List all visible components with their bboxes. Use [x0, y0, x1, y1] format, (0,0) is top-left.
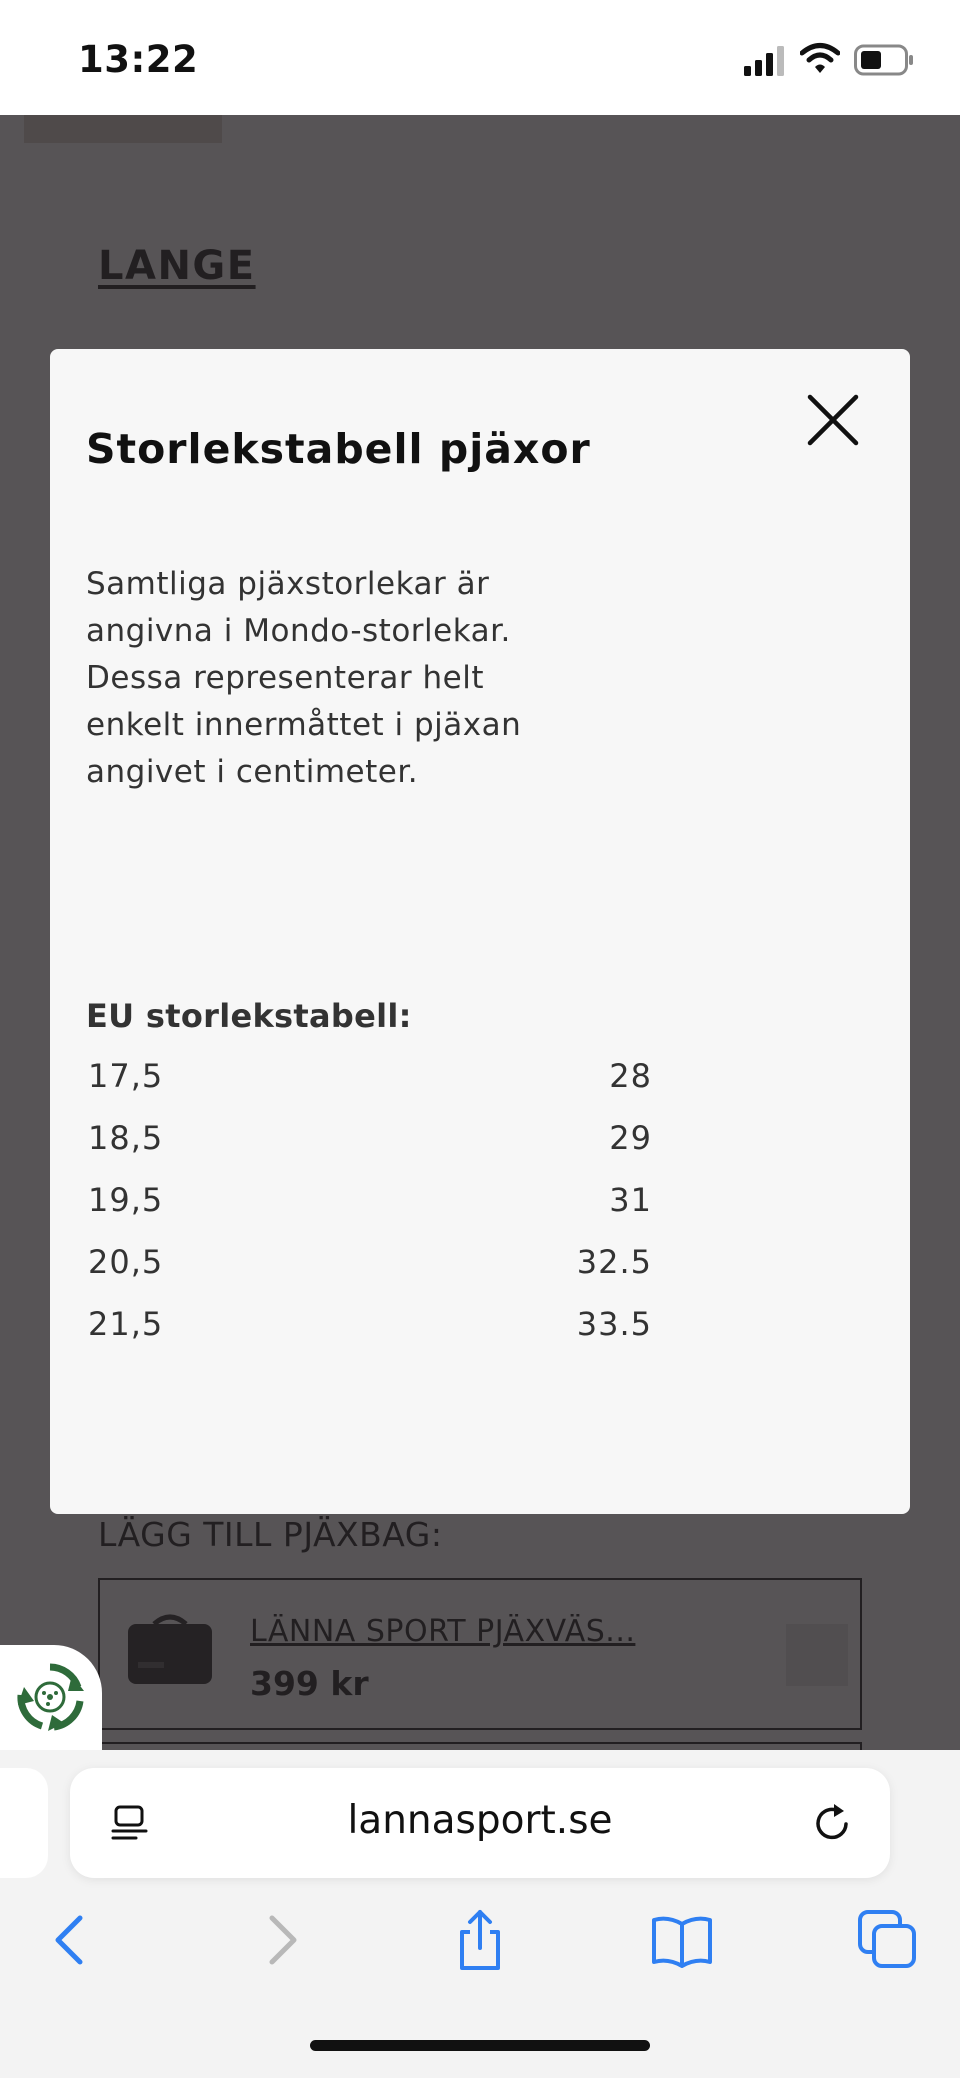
mondo-size: 19,5 [88, 1181, 164, 1219]
close-icon[interactable] [802, 389, 864, 451]
eu-size: 28 [609, 1057, 652, 1095]
mondo-size: 17,5 [88, 1057, 164, 1095]
modal-title: Storlekstabell pjäxor [86, 425, 591, 473]
size-row [88, 1049, 652, 1111]
recycle-badge[interactable] [0, 1645, 102, 1751]
back-icon[interactable] [40, 1908, 104, 1972]
previous-tab-peek[interactable] [0, 1768, 48, 1878]
status-bar [0, 0, 960, 115]
forward-icon[interactable] [248, 1908, 312, 1972]
recycle-icon [14, 1661, 86, 1733]
mondo-size: 21,5 [88, 1305, 164, 1343]
size-table [88, 1049, 652, 1359]
size-row [88, 1297, 652, 1359]
browser-toolbar [0, 1750, 960, 2078]
bookmarks-icon[interactable] [650, 1908, 714, 1972]
modal-description: Samtliga pjäxstorlekar är angivna i Mondo-storlekar. Dessa representerar helt enkelt innermåttet i pjäxan angivet i centimeter. [86, 566, 522, 790]
mondo-size: 18,5 [88, 1119, 164, 1157]
url-text[interactable]: lannasport.se [347, 1798, 613, 1843]
size-row [88, 1235, 652, 1297]
mondo-size: 20,5 [88, 1243, 164, 1281]
status-time: 13:22 [78, 38, 199, 81]
reload-icon[interactable] [812, 1802, 854, 1844]
share-icon[interactable] [448, 1908, 512, 1972]
wifi-icon [800, 42, 840, 76]
address-bar[interactable] [70, 1768, 890, 1878]
eu-size: 31 [609, 1181, 652, 1219]
eu-size: 33.5 [576, 1305, 652, 1343]
eu-size: 32.5 [576, 1243, 652, 1281]
size-chart-modal [50, 349, 910, 1514]
eu-size: 29 [609, 1119, 652, 1157]
home-indicator[interactable] [310, 2040, 650, 2051]
size-table-title: EU storlekstabell: [86, 997, 412, 1035]
tabs-icon[interactable] [856, 1908, 920, 1972]
signal-icon [744, 46, 786, 76]
size-row [88, 1111, 652, 1173]
size-row [88, 1173, 652, 1235]
battery-icon [854, 44, 914, 76]
